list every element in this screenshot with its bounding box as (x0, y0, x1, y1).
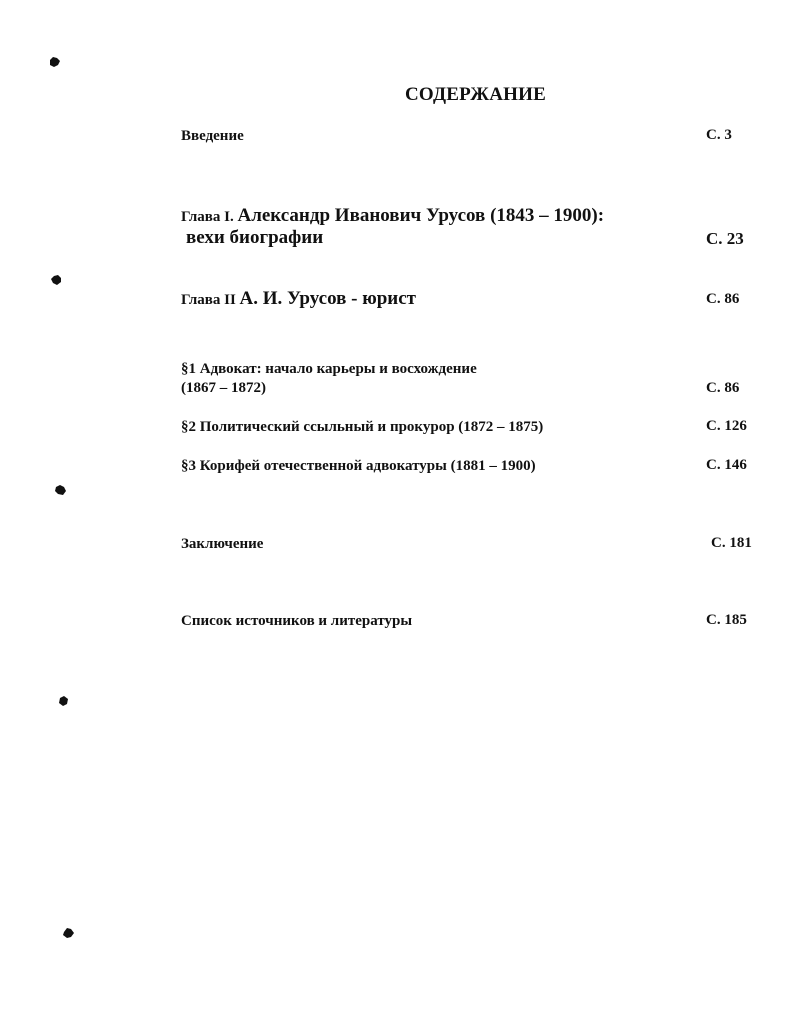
toc-section-title: §2 Политический ссыльный и прокурор (1872 – 1875) (181, 419, 544, 435)
toc-chapter-prefix: Глава II (181, 292, 236, 308)
toc-section-title-continued: (1867 – 1872) (181, 380, 266, 396)
toc-entry-section-3 (181, 457, 661, 476)
toc-page-number: С. 185 (706, 612, 747, 628)
toc-entry-label: Заключение (181, 536, 264, 552)
toc-page-number: С. 3 (706, 127, 732, 143)
scan-mark-icon (58, 696, 69, 706)
toc-entry-conclusion (181, 535, 661, 554)
toc-page-number: С. 86 (706, 380, 740, 396)
toc-section-title: §3 Корифей отечественной адвокатуры (1881 – 1900) (181, 458, 536, 474)
scan-mark-icon (51, 275, 62, 285)
toc-entry-section-2 (181, 418, 661, 437)
toc-entry-introduction (181, 127, 661, 146)
toc-entry-bibliography (181, 612, 661, 631)
toc-entry-chapter-2 (181, 289, 661, 310)
toc-page-number: С. 126 (706, 418, 747, 434)
scan-mark-icon (49, 57, 60, 67)
toc-page-number: С. 181 (711, 535, 752, 551)
toc-entry-section-1 (181, 360, 661, 398)
toc-entry-chapter-1 (181, 206, 661, 249)
toc-chapter-title: А. И. Урусов - юрист (239, 288, 417, 309)
toc-section-title: §1 Адвокат: начало карьеры и восхождение (181, 361, 477, 377)
toc-chapter-title-continued: вехи биографии (186, 227, 324, 248)
scan-mark-icon (55, 485, 66, 495)
toc-entry-label: Введение (181, 128, 244, 144)
toc-chapter-prefix: Глава I. (181, 209, 234, 225)
toc-page-number: С. 146 (706, 457, 747, 473)
page-title: СОДЕРЖАНИЕ (405, 84, 546, 105)
toc-chapter-title: Александр Иванович Урусов (1843 – 1900): (237, 205, 605, 226)
toc-page-number: С. 23 (706, 229, 744, 248)
scan-mark-icon (63, 928, 74, 938)
toc-entry-label: Список источников и литературы (181, 613, 413, 629)
toc-page-number: С. 86 (706, 291, 740, 307)
